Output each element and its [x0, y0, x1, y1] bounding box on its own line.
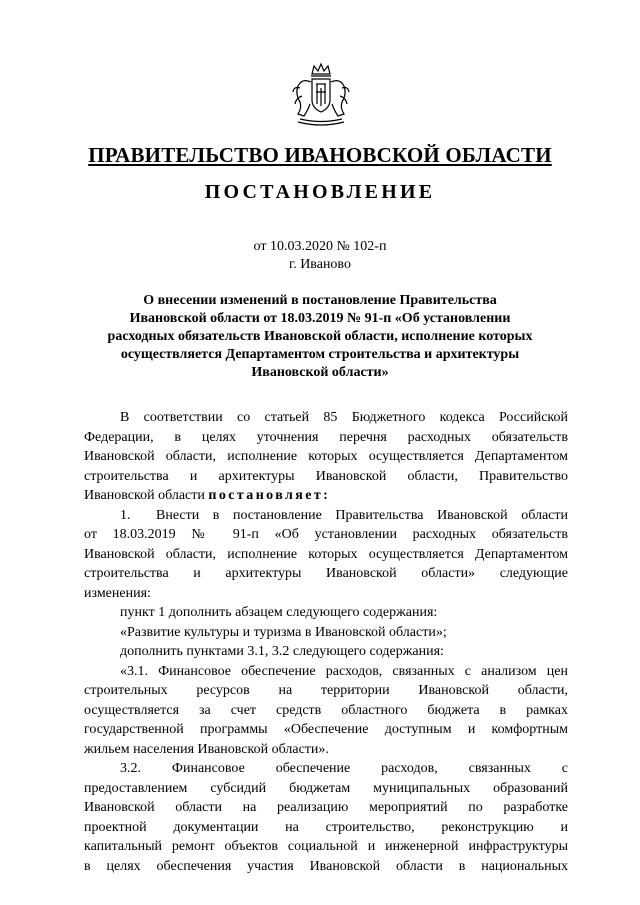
body-line: предоставлением субсидий бюджетам муниципальных образований [84, 780, 568, 796]
body-line: Федерации, в целях уточнения перечня расходных обязательств [84, 429, 568, 445]
document-title [84, 292, 556, 382]
body-line [84, 486, 568, 506]
coat-of-arms-icon [290, 62, 352, 128]
item-number: 1. [120, 507, 131, 523]
body-line: капитальный ремонт объектов социальной и инженерной инфраструктуры [84, 839, 568, 854]
body-line [84, 506, 568, 526]
body-line: строительных ресурсов на территории Ивановской области, [84, 683, 568, 698]
date-number: от 10.03.2020 № 102-п [253, 239, 387, 254]
body-text: Внести в постановление Правительства Ивановской области [156, 507, 568, 523]
body-line: строительства и архитектуры Ивановской области» следующие [84, 566, 568, 581]
resolves-word: постановляет: [208, 488, 331, 503]
body-line: «3.1. Финансовое обеспечение расходов, связанных с анализом цен [120, 663, 568, 679]
body-line: «Развитие культуры и туризма в Ивановской области»; [120, 624, 447, 640]
title-line: О внесении изменений в постановление Правительства [143, 293, 497, 308]
document-body [84, 408, 568, 876]
city: г. Иваново [289, 257, 351, 272]
body-line: Ивановской области, исполнение которых осуществляется Департаментом [84, 546, 568, 562]
title-line: расходных обязательств Ивановской области, исполнение которых [107, 329, 533, 344]
body-line: государственной программы «Обеспечение доступным и комфортным [84, 722, 568, 737]
body-line: от 18.03.2019 № 91-п «Об установлении расходных обязательств [84, 527, 568, 542]
body-line: Ивановской области, исполнение которых осуществляется Департаментом [84, 449, 568, 464]
body-line: жильем населения Ивановской области». [84, 741, 329, 757]
body-text: Ивановской области [84, 488, 205, 503]
body-line: изменения: [84, 585, 151, 601]
title-line: Ивановской области от 18.03.2019 № 91-п «Об установлении [129, 311, 511, 326]
government-title: ПРАВИТЕЛЬСТВО ИВАНОВСКОЙ ОБЛАСТИ [88, 143, 552, 167]
body-line: проектной документации на строительство, реконструкцию и [84, 819, 568, 835]
title-line: Ивановской области» [251, 365, 389, 380]
body-line: осуществляется за счет средств областного бюджета в рамках [84, 702, 568, 718]
body-line: строительства и архитектуры Ивановской области, Правительство [84, 468, 568, 484]
body-line: пункт 1 дополнить абзацем следующего содержания: [120, 605, 438, 620]
body-line: Ивановской области на реализацию мероприятий по разработке [84, 800, 568, 815]
body-line: В соответствии со статьей 85 Бюджетного кодекса Российской [120, 410, 568, 425]
document-type: ПОСТАНОВЛЕНИЕ [204, 181, 436, 203]
body-line: 3.2. Финансовое обеспечение расходов, связанных с [120, 761, 568, 776]
title-line: осуществляется Департаментом строительства и архитектуры [120, 347, 520, 362]
body-line: в целях обеспечения участия Ивановской области в национальных [84, 858, 568, 874]
body-line: дополнить пунктами 3.1, 3.2 следующего содержания: [120, 644, 444, 659]
